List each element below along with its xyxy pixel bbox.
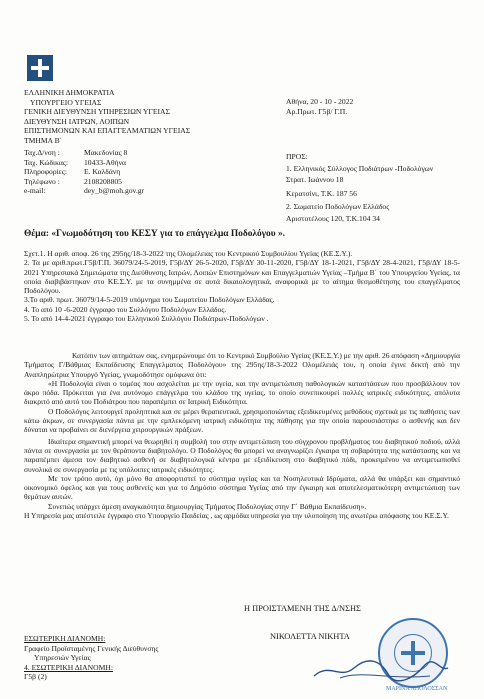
- body-paragraph: Η Υπηρεσία μας απέστειλε έγγραφο στο Υπουργείο Παιδείας , ως αρμόδια υπηρεσία για την υλοποίηση της ανωτέρω απόφασης του ΚΕ.Σ.Υ.: [24, 511, 449, 521]
- body-paragraph: «Η Ποδολογία είναι ο τομέας που ασχολείται με την υγεία, και την αντιμετώπιση παθολογικών καταστάσεων που προσβάλλουν τον άκρο πόδα. Πρόκειται για ένα αυτόνομο επάγγελμα του κλάδου της υγείας, το οποίο συνεπικουρεί πολλές ιατρικές ειδικότητες, απόλυτα διακριτό από αυτό του Ποδιάτρου που παραπέμπει σε Ιατρική Ειδικότητα.: [24, 378, 460, 407]
- header-line: ΥΠΟΥΡΓΕΙΟ ΥΓΕΙΑΣ: [30, 97, 102, 107]
- recipient-line: Στρατ. Ιωάννου 18: [286, 175, 344, 185]
- recipient-line: Κερατσίνι, Τ.Κ. 187 56: [286, 188, 357, 198]
- greek-state-emblem-icon: [27, 55, 53, 81]
- date-block: [286, 97, 353, 116]
- body-paragraph: Κατόπιν των αιτημάτων σας, ενημερώνουμε ότι το Κεντρικό Συμβούλιο Υγείας (ΚΕ.Σ.Υ.) με την αριθ. 26 απόφαση «Δημιουργία Τμήματος Γ/Βάθμιας Εκπαίδευσης Επαγγελματος Ποδολόγου» της 295ης/18-3-2022 Ολομέλειάς του, η οποία έγινε δεκτή από την Αναπληρώτρια Υπουργό Υγείας, γνωμοδότησε ομόφωνα ότι:: [24, 351, 460, 379]
- reference-item: 3.Το αριθ. πρωτ. 36079/14-5-2019 υπόμνημα του Σωματείου Ποδολόγων Ελλάδας.: [24, 295, 275, 305]
- contact-key: Ταχ.Δ/νση :: [24, 148, 60, 157]
- subject-line: [24, 229, 285, 239]
- reference-item: Σχετ.1. Η αριθ. αποφ. 26 της 295ης/18-3-2022 της Ολομέλειας του Κεντρικού Συμβουλίου Υγείας (ΚΕ.Σ.Υ.).: [24, 249, 353, 258]
- recipient-line: 2. Σωματείο Ποδολόγων Ελλάδος: [286, 202, 390, 212]
- body-paragraph: Ο Ποδολόγος λειτουργεί προληπτικά και σε μέρει θεραπευτικά, χρησιμοποιώντας εξειδικευμένες μεθόδους σχετικά με τις παθήσεις των κάτω άκρων, σε συνεργασία πάντα με την εμπλεκόμενη ιατρική ειδικότητα της πάθησης για την οποία παρουσιάστηκε ο ασθενής και δεν δύναται να προβαίνει σε διενέργεια χειρουργικών πράξεων.: [24, 406, 460, 435]
- distribution-line: Γ5β (2): [24, 672, 47, 682]
- signature-name: ΝΙΚΟΛΕΤΤΑ ΝΙΚΗΤΑ: [270, 632, 350, 641]
- subject-label: Θέμα:: [24, 229, 49, 239]
- handwritten-signature: [310, 658, 450, 682]
- distribution-label: ΕΣΩΤΕΡΙΚΗ ΔΙΑΝΟΜΗ:: [24, 634, 106, 643]
- distribution-line: Υπηρεσιών Υγείας: [34, 653, 91, 663]
- stamp-text: ΜΑΡΙΝΑ ΑΠΟΛΟΣΣΑΝ: [386, 686, 448, 692]
- references-block: [24, 249, 460, 323]
- contact-value: Μακεδονίας 8: [84, 148, 128, 157]
- distribution-block: [24, 634, 158, 682]
- subject-text: «Γνωμοδότηση του ΚΕΣΥ για το επάγγελμα Ποδολόγου ».: [51, 229, 285, 239]
- recipients-block: [286, 152, 433, 224]
- distribution-line: Γραφείο Προϊσταμένης Γενικής Διεύθυνσης: [24, 643, 159, 653]
- contact-key: Τηλέφωνο :: [24, 176, 60, 186]
- recipient-line: 1. Ελληνικός Σύλλογος Ποδιάτρων -Ποδολόγων: [286, 163, 434, 173]
- letter-body: [24, 351, 460, 520]
- header-line: ΔΙΕΥΘΥΝΣΗ ΙΑΤΡΩΝ, ΛΟΙΠΩΝ: [24, 116, 130, 126]
- contact-key: Πληροφορίες:: [24, 167, 67, 177]
- body-paragraph: Συνεπώς υπάρχει άμεση αναγκαιότητα δημιουργίας Τμήματος Ποδολογίας στην Γ΄ Βάθμια Εκπαίδευση».: [48, 501, 367, 511]
- contact-key: Ταχ. Κώδικας:: [24, 157, 68, 167]
- reference-item: 4. Το από 10 -6-2020 έγγραφο του Συλλόγου Ποδολόγων Ελλάδος.: [24, 304, 227, 314]
- document-date: Αθήνα, 20 - 10 - 2022: [286, 97, 354, 106]
- protocol-number: Αρ.Πρωτ. Γ5β/ Γ.Π.: [286, 106, 348, 116]
- header-line: ΕΛΛΗΝΙΚΗ ΔΗΜΟΚΡΑΤΙΑ: [24, 88, 115, 97]
- ministry-header: [24, 88, 190, 146]
- header-line: ΤΜΗΜΑ Β΄: [24, 135, 63, 145]
- distribution-label: 4. ΕΣΩΤΕΡΙΚΗ ΔΙΑΝΟΜΗ:: [24, 662, 113, 672]
- recipient-line: Αριστοτέλους 120, Τ.Κ.104 34: [286, 213, 380, 223]
- reference-item: 5. Το από 14-4-2021 έγγραφο του Ελληνικού Συλλόγου Ποδιάτρων-Ποδολόγων .: [24, 314, 269, 324]
- header-line: ΕΠΙΣΤΗΜΟΝΩΝ ΚΑΙ ΕΠΑΓΓΕΛΜΑΤΙΩΝ ΥΓΕΙΑΣ: [24, 126, 191, 136]
- contact-block: [24, 148, 144, 196]
- contact-key: e-mail:: [24, 186, 46, 196]
- reference-item: 2. Τα με αριθ.πρωτ.Γ5β/Γ.Π. 36079/24-5-2019, Γ5β/ΔΥ 26-5-2020, Γ5β/ΔΥ 30-11-2020, Γ5β/ΔΥ 18-1-2021, Γ5β/ΔΥ 28-4-2021, Γ5β/ΔΥ 18-5-2021 Υπηρεσιακά Σημειώματα της Διεύθυνσης Ιατρών, Λοιπών Επιστημόνων και Επαγγελματιών Υγείας –Τμήμα Β΄ του Υπουργείου Υγείας, τα οποία διαβιβάστηκαν στο ΚΕ.Σ.Υ. με τα συνημμένα σε αυτά δικαιολογητικά, αναφορικά με το αίτημα θεσμοθέτησης του επαγγέλματος Ποδολόγου.: [24, 258, 460, 296]
- signature-title: Η ΠΡΟΙΣΤΑΜΕΝΗ ΤΗΣ Δ/ΝΣΗΣ: [244, 604, 361, 613]
- header-line: ΓΕΝΙΚΗ ΔΙΕΥΘΥΝΣΗ ΥΠΗΡΕΣΙΩΝ ΥΓΕΙΑΣ: [24, 107, 170, 117]
- recipients-label: ΠΡΟΣ:: [286, 152, 308, 161]
- body-paragraph: Ιδιαίτερα σημαντική μπορεί να θεωρηθεί η συμβολή του στην αντιμετώπιση του σύγχρονου προβλήματος του διαβητικού ποδιού, αλλά πάντα σε συνεργασία με τον θεράποντα διαβητολόγο. Ο Ποδολόγος θα μπορεί να αναγνωρίζει έγκαιρα τη σοβαρότητα της κατάστασης και να παραπέμπει άμεσα τον διαβητικό ασθενή σε διαβητολογικά κέντρα με εξειδίκευση στο διαβητικό πόδι, προκειμένου να αντιμετωπισθεί συνολικά σε συνεργασία με τις υπόλοιπες ιατρικές ειδικότητες.: [24, 436, 460, 474]
- contact-value: Ε. Καλδάνη: [84, 167, 121, 177]
- contact-email[interactable]: dey_b@moh.gov.gr: [84, 186, 145, 196]
- contact-value: 2108208805: [84, 176, 122, 186]
- contact-value: 10433-Αθήνα: [84, 157, 127, 167]
- body-paragraph: Με τον τρόπο αυτό, όχι μόνο θα αποφορτιστεί το σύστημα υγείας και τα Νοσηλευτικά Ιδρύματα, αλλά θα υπάρξει και σημαντικό οικονομικό όφελος και για τους ασθενείς και για το Δημόσιο σύστημα Υγείας από την έγκαιρη και αποτελεσματικότερη αντιμετώπιση των θεμάτων αυτών.: [24, 473, 460, 502]
